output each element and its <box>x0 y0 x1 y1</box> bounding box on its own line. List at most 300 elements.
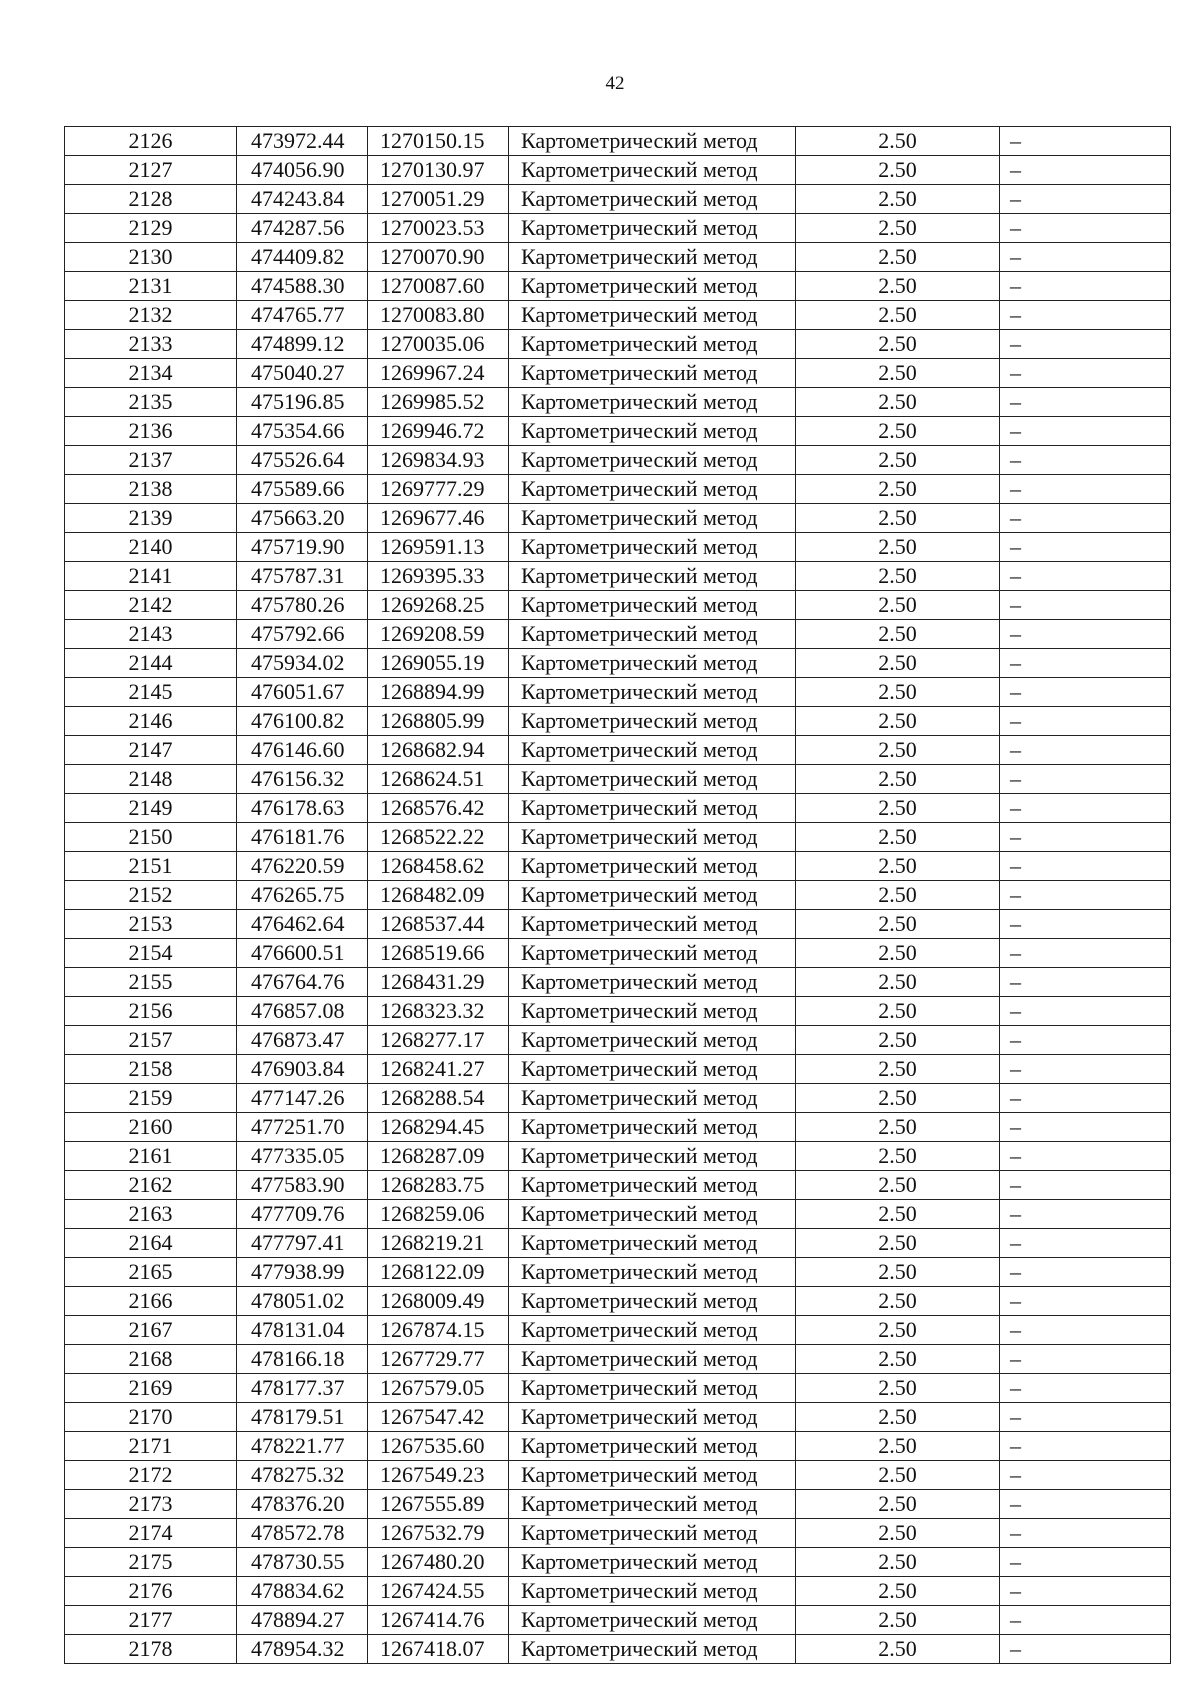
table-row <box>65 1403 1171 1432</box>
x-coordinate-cell: 475196.85 <box>237 388 368 417</box>
description-cell: – <box>1000 388 1171 417</box>
description-cell: – <box>1000 765 1171 794</box>
method-cell: Картометрический метод <box>509 243 796 272</box>
point-number-cell: 2126 <box>65 127 237 156</box>
accuracy-cell: 2.50 <box>796 1519 1000 1548</box>
description-cell: – <box>1000 475 1171 504</box>
coordinates-table <box>64 126 1171 1664</box>
description-cell: – <box>1000 910 1171 939</box>
method-cell: Картометрический метод <box>509 1229 796 1258</box>
x-coordinate-cell: 478051.02 <box>237 1287 368 1316</box>
method-cell: Картометрический метод <box>509 881 796 910</box>
description-cell: – <box>1000 736 1171 765</box>
x-coordinate-cell: 478730.55 <box>237 1548 368 1577</box>
x-coordinate-cell: 478166.18 <box>237 1345 368 1374</box>
accuracy-cell: 2.50 <box>796 359 1000 388</box>
x-coordinate-cell: 478275.32 <box>237 1461 368 1490</box>
point-number-cell: 2153 <box>65 910 237 939</box>
coordinates-table-body <box>65 127 1171 1664</box>
x-coordinate-cell: 477709.76 <box>237 1200 368 1229</box>
point-number-cell: 2149 <box>65 794 237 823</box>
y-coordinate-cell: 1269985.52 <box>368 388 509 417</box>
table-row <box>65 1200 1171 1229</box>
method-cell: Картометрический метод <box>509 1113 796 1142</box>
x-coordinate-cell: 475792.66 <box>237 620 368 649</box>
x-coordinate-cell: 475040.27 <box>237 359 368 388</box>
x-coordinate-cell: 474588.30 <box>237 272 368 301</box>
description-cell: – <box>1000 620 1171 649</box>
description-cell: – <box>1000 1635 1171 1664</box>
y-coordinate-cell: 1268519.66 <box>368 939 509 968</box>
table-row <box>65 1084 1171 1113</box>
point-number-cell: 2142 <box>65 591 237 620</box>
description-cell: – <box>1000 1432 1171 1461</box>
x-coordinate-cell: 478894.27 <box>237 1606 368 1635</box>
y-coordinate-cell: 1268277.17 <box>368 1026 509 1055</box>
point-number-cell: 2133 <box>65 330 237 359</box>
y-coordinate-cell: 1268219.21 <box>368 1229 509 1258</box>
method-cell: Картометрический метод <box>509 1316 796 1345</box>
method-cell: Картометрический метод <box>509 707 796 736</box>
y-coordinate-cell: 1268894.99 <box>368 678 509 707</box>
description-cell: – <box>1000 1490 1171 1519</box>
x-coordinate-cell: 476181.76 <box>237 823 368 852</box>
method-cell: Картометрический метод <box>509 765 796 794</box>
description-cell: – <box>1000 1403 1171 1432</box>
table-row <box>65 272 1171 301</box>
table-row <box>65 910 1171 939</box>
point-number-cell: 2167 <box>65 1316 237 1345</box>
method-cell: Картометрический метод <box>509 678 796 707</box>
point-number-cell: 2157 <box>65 1026 237 1055</box>
x-coordinate-cell: 478221.77 <box>237 1432 368 1461</box>
description-cell: – <box>1000 1577 1171 1606</box>
x-coordinate-cell: 475787.31 <box>237 562 368 591</box>
accuracy-cell: 2.50 <box>796 1287 1000 1316</box>
x-coordinate-cell: 476873.47 <box>237 1026 368 1055</box>
accuracy-cell: 2.50 <box>796 475 1000 504</box>
accuracy-cell: 2.50 <box>796 388 1000 417</box>
method-cell: Картометрический метод <box>509 591 796 620</box>
accuracy-cell: 2.50 <box>796 881 1000 910</box>
x-coordinate-cell: 477797.41 <box>237 1229 368 1258</box>
accuracy-cell: 2.50 <box>796 272 1000 301</box>
description-cell: – <box>1000 504 1171 533</box>
y-coordinate-cell: 1269677.46 <box>368 504 509 533</box>
accuracy-cell: 2.50 <box>796 736 1000 765</box>
accuracy-cell: 2.50 <box>796 707 1000 736</box>
method-cell: Картометрический метод <box>509 127 796 156</box>
x-coordinate-cell: 476220.59 <box>237 852 368 881</box>
y-coordinate-cell: 1267424.55 <box>368 1577 509 1606</box>
method-cell: Картометрический метод <box>509 1084 796 1113</box>
table-row <box>65 707 1171 736</box>
x-coordinate-cell: 478177.37 <box>237 1374 368 1403</box>
y-coordinate-cell: 1267547.42 <box>368 1403 509 1432</box>
accuracy-cell: 2.50 <box>796 243 1000 272</box>
point-number-cell: 2171 <box>65 1432 237 1461</box>
description-cell: – <box>1000 127 1171 156</box>
table-row <box>65 1374 1171 1403</box>
point-number-cell: 2146 <box>65 707 237 736</box>
point-number-cell: 2151 <box>65 852 237 881</box>
y-coordinate-cell: 1268537.44 <box>368 910 509 939</box>
method-cell: Картометрический метод <box>509 1287 796 1316</box>
x-coordinate-cell: 475780.26 <box>237 591 368 620</box>
accuracy-cell: 2.50 <box>796 1432 1000 1461</box>
table-row <box>65 127 1171 156</box>
description-cell: – <box>1000 330 1171 359</box>
table-row <box>65 1171 1171 1200</box>
method-cell: Картометрический метод <box>509 1461 796 1490</box>
accuracy-cell: 2.50 <box>796 1635 1000 1664</box>
y-coordinate-cell: 1268294.45 <box>368 1113 509 1142</box>
point-number-cell: 2150 <box>65 823 237 852</box>
method-cell: Картометрический метод <box>509 1519 796 1548</box>
y-coordinate-cell: 1267532.79 <box>368 1519 509 1548</box>
x-coordinate-cell: 477147.26 <box>237 1084 368 1113</box>
table-row <box>65 823 1171 852</box>
accuracy-cell: 2.50 <box>796 591 1000 620</box>
table-row <box>65 794 1171 823</box>
table-row <box>65 214 1171 243</box>
method-cell: Картометрический метод <box>509 736 796 765</box>
description-cell: – <box>1000 852 1171 881</box>
method-cell: Картометрический метод <box>509 1606 796 1635</box>
y-coordinate-cell: 1270035.06 <box>368 330 509 359</box>
y-coordinate-cell: 1270087.60 <box>368 272 509 301</box>
description-cell: – <box>1000 1548 1171 1577</box>
table-row <box>65 504 1171 533</box>
description-cell: – <box>1000 1461 1171 1490</box>
method-cell: Картометрический метод <box>509 301 796 330</box>
table-row <box>65 968 1171 997</box>
accuracy-cell: 2.50 <box>796 562 1000 591</box>
accuracy-cell: 2.50 <box>796 620 1000 649</box>
table-row <box>65 736 1171 765</box>
table-row <box>65 562 1171 591</box>
method-cell: Картометрический метод <box>509 562 796 591</box>
accuracy-cell: 2.50 <box>796 156 1000 185</box>
description-cell: – <box>1000 446 1171 475</box>
y-coordinate-cell: 1267549.23 <box>368 1461 509 1490</box>
table-row <box>65 417 1171 446</box>
accuracy-cell: 2.50 <box>796 1258 1000 1287</box>
description-cell: – <box>1000 591 1171 620</box>
description-cell: – <box>1000 243 1171 272</box>
x-coordinate-cell: 476051.67 <box>237 678 368 707</box>
x-coordinate-cell: 475526.64 <box>237 446 368 475</box>
table-row <box>65 1229 1171 1258</box>
point-number-cell: 2163 <box>65 1200 237 1229</box>
accuracy-cell: 2.50 <box>796 910 1000 939</box>
table-row <box>65 1055 1171 1084</box>
x-coordinate-cell: 476857.08 <box>237 997 368 1026</box>
description-cell: – <box>1000 649 1171 678</box>
description-cell: – <box>1000 1258 1171 1287</box>
table-row <box>65 1548 1171 1577</box>
description-cell: – <box>1000 881 1171 910</box>
y-coordinate-cell: 1267874.15 <box>368 1316 509 1345</box>
x-coordinate-cell: 478179.51 <box>237 1403 368 1432</box>
y-coordinate-cell: 1267414.76 <box>368 1606 509 1635</box>
y-coordinate-cell: 1267555.89 <box>368 1490 509 1519</box>
y-coordinate-cell: 1269967.24 <box>368 359 509 388</box>
table-row <box>65 475 1171 504</box>
table-row <box>65 1635 1171 1664</box>
y-coordinate-cell: 1269946.72 <box>368 417 509 446</box>
point-number-cell: 2176 <box>65 1577 237 1606</box>
method-cell: Картометрический метод <box>509 446 796 475</box>
method-cell: Картометрический метод <box>509 533 796 562</box>
x-coordinate-cell: 476764.76 <box>237 968 368 997</box>
table-row <box>65 765 1171 794</box>
point-number-cell: 2141 <box>65 562 237 591</box>
y-coordinate-cell: 1269395.33 <box>368 562 509 591</box>
y-coordinate-cell: 1268259.06 <box>368 1200 509 1229</box>
method-cell: Картометрический метод <box>509 388 796 417</box>
y-coordinate-cell: 1269591.13 <box>368 533 509 562</box>
method-cell: Картометрический метод <box>509 1577 796 1606</box>
point-number-cell: 2160 <box>65 1113 237 1142</box>
table-row <box>65 1026 1171 1055</box>
point-number-cell: 2136 <box>65 417 237 446</box>
description-cell: – <box>1000 1345 1171 1374</box>
description-cell: – <box>1000 301 1171 330</box>
method-cell: Картометрический метод <box>509 359 796 388</box>
table-row <box>65 330 1171 359</box>
description-cell: – <box>1000 1316 1171 1345</box>
point-number-cell: 2161 <box>65 1142 237 1171</box>
x-coordinate-cell: 474287.56 <box>237 214 368 243</box>
x-coordinate-cell: 474243.84 <box>237 185 368 214</box>
y-coordinate-cell: 1267418.07 <box>368 1635 509 1664</box>
y-coordinate-cell: 1270023.53 <box>368 214 509 243</box>
method-cell: Картометрический метод <box>509 330 796 359</box>
x-coordinate-cell: 473972.44 <box>237 127 368 156</box>
description-cell: – <box>1000 1026 1171 1055</box>
point-number-cell: 2147 <box>65 736 237 765</box>
description-cell: – <box>1000 1229 1171 1258</box>
accuracy-cell: 2.50 <box>796 1345 1000 1374</box>
x-coordinate-cell: 478954.32 <box>237 1635 368 1664</box>
x-coordinate-cell: 476265.75 <box>237 881 368 910</box>
description-cell: – <box>1000 823 1171 852</box>
table-row <box>65 997 1171 1026</box>
method-cell: Картометрический метод <box>509 1345 796 1374</box>
description-cell: – <box>1000 1055 1171 1084</box>
description-cell: – <box>1000 359 1171 388</box>
point-number-cell: 2169 <box>65 1374 237 1403</box>
description-cell: – <box>1000 1519 1171 1548</box>
table-row <box>65 301 1171 330</box>
accuracy-cell: 2.50 <box>796 678 1000 707</box>
x-coordinate-cell: 474765.77 <box>237 301 368 330</box>
description-cell: – <box>1000 533 1171 562</box>
y-coordinate-cell: 1268458.62 <box>368 852 509 881</box>
method-cell: Картометрический метод <box>509 1403 796 1432</box>
point-number-cell: 2135 <box>65 388 237 417</box>
y-coordinate-cell: 1268431.29 <box>368 968 509 997</box>
y-coordinate-cell: 1267480.20 <box>368 1548 509 1577</box>
method-cell: Картометрический метод <box>509 997 796 1026</box>
accuracy-cell: 2.50 <box>796 127 1000 156</box>
accuracy-cell: 2.50 <box>796 301 1000 330</box>
method-cell: Картометрический метод <box>509 475 796 504</box>
x-coordinate-cell: 478834.62 <box>237 1577 368 1606</box>
point-number-cell: 2143 <box>65 620 237 649</box>
method-cell: Картометрический метод <box>509 823 796 852</box>
accuracy-cell: 2.50 <box>796 214 1000 243</box>
x-coordinate-cell: 475934.02 <box>237 649 368 678</box>
method-cell: Картометрический метод <box>509 1374 796 1403</box>
point-number-cell: 2177 <box>65 1606 237 1635</box>
description-cell: – <box>1000 1084 1171 1113</box>
y-coordinate-cell: 1268624.51 <box>368 765 509 794</box>
y-coordinate-cell: 1270150.15 <box>368 127 509 156</box>
y-coordinate-cell: 1268287.09 <box>368 1142 509 1171</box>
table-row <box>65 359 1171 388</box>
point-number-cell: 2130 <box>65 243 237 272</box>
table-row <box>65 939 1171 968</box>
x-coordinate-cell: 476903.84 <box>237 1055 368 1084</box>
point-number-cell: 2148 <box>65 765 237 794</box>
accuracy-cell: 2.50 <box>796 185 1000 214</box>
table-row <box>65 591 1171 620</box>
x-coordinate-cell: 478376.20 <box>237 1490 368 1519</box>
point-number-cell: 2152 <box>65 881 237 910</box>
accuracy-cell: 2.50 <box>796 1316 1000 1345</box>
accuracy-cell: 2.50 <box>796 852 1000 881</box>
table-row <box>65 620 1171 649</box>
description-cell: – <box>1000 707 1171 736</box>
y-coordinate-cell: 1269055.19 <box>368 649 509 678</box>
y-coordinate-cell: 1267535.60 <box>368 1432 509 1461</box>
accuracy-cell: 2.50 <box>796 1229 1000 1258</box>
x-coordinate-cell: 476156.32 <box>237 765 368 794</box>
table-row <box>65 1287 1171 1316</box>
method-cell: Картометрический метод <box>509 1200 796 1229</box>
accuracy-cell: 2.50 <box>796 504 1000 533</box>
method-cell: Картометрический метод <box>509 1026 796 1055</box>
x-coordinate-cell: 477583.90 <box>237 1171 368 1200</box>
method-cell: Картометрический метод <box>509 620 796 649</box>
y-coordinate-cell: 1267579.05 <box>368 1374 509 1403</box>
y-coordinate-cell: 1268323.32 <box>368 997 509 1026</box>
accuracy-cell: 2.50 <box>796 1171 1000 1200</box>
point-number-cell: 2158 <box>65 1055 237 1084</box>
description-cell: – <box>1000 272 1171 301</box>
point-number-cell: 2162 <box>65 1171 237 1200</box>
accuracy-cell: 2.50 <box>796 1084 1000 1113</box>
point-number-cell: 2170 <box>65 1403 237 1432</box>
description-cell: – <box>1000 939 1171 968</box>
accuracy-cell: 2.50 <box>796 1374 1000 1403</box>
point-number-cell: 2144 <box>65 649 237 678</box>
x-coordinate-cell: 474409.82 <box>237 243 368 272</box>
description-cell: – <box>1000 678 1171 707</box>
y-coordinate-cell: 1269777.29 <box>368 475 509 504</box>
table-row <box>65 446 1171 475</box>
accuracy-cell: 2.50 <box>796 997 1000 1026</box>
accuracy-cell: 2.50 <box>796 765 1000 794</box>
point-number-cell: 2166 <box>65 1287 237 1316</box>
description-cell: – <box>1000 1287 1171 1316</box>
point-number-cell: 2154 <box>65 939 237 968</box>
description-cell: – <box>1000 1142 1171 1171</box>
y-coordinate-cell: 1268283.75 <box>368 1171 509 1200</box>
method-cell: Картометрический метод <box>509 1635 796 1664</box>
method-cell: Картометрический метод <box>509 1432 796 1461</box>
accuracy-cell: 2.50 <box>796 1548 1000 1577</box>
method-cell: Картометрический метод <box>509 910 796 939</box>
point-number-cell: 2138 <box>65 475 237 504</box>
method-cell: Картометрический метод <box>509 1548 796 1577</box>
description-cell: – <box>1000 214 1171 243</box>
point-number-cell: 2129 <box>65 214 237 243</box>
x-coordinate-cell: 477938.99 <box>237 1258 368 1287</box>
description-cell: – <box>1000 1171 1171 1200</box>
description-cell: – <box>1000 1606 1171 1635</box>
accuracy-cell: 2.50 <box>796 649 1000 678</box>
y-coordinate-cell: 1268122.09 <box>368 1258 509 1287</box>
point-number-cell: 2175 <box>65 1548 237 1577</box>
table-row <box>65 1490 1171 1519</box>
point-number-cell: 2168 <box>65 1345 237 1374</box>
description-cell: – <box>1000 1113 1171 1142</box>
point-number-cell: 2127 <box>65 156 237 185</box>
point-number-cell: 2145 <box>65 678 237 707</box>
description-cell: – <box>1000 185 1171 214</box>
y-coordinate-cell: 1268805.99 <box>368 707 509 736</box>
method-cell: Картометрический метод <box>509 649 796 678</box>
accuracy-cell: 2.50 <box>796 446 1000 475</box>
table-row <box>65 1258 1171 1287</box>
point-number-cell: 2174 <box>65 1519 237 1548</box>
description-cell: – <box>1000 417 1171 446</box>
accuracy-cell: 2.50 <box>796 1026 1000 1055</box>
description-cell: – <box>1000 1374 1171 1403</box>
table-row <box>65 1577 1171 1606</box>
method-cell: Картометрический метод <box>509 1171 796 1200</box>
table-row <box>65 1113 1171 1142</box>
y-coordinate-cell: 1270130.97 <box>368 156 509 185</box>
point-number-cell: 2139 <box>65 504 237 533</box>
accuracy-cell: 2.50 <box>796 939 1000 968</box>
y-coordinate-cell: 1268288.54 <box>368 1084 509 1113</box>
description-cell: – <box>1000 562 1171 591</box>
table-row <box>65 1606 1171 1635</box>
accuracy-cell: 2.50 <box>796 1461 1000 1490</box>
accuracy-cell: 2.50 <box>796 1490 1000 1519</box>
table-row <box>65 678 1171 707</box>
point-number-cell: 2128 <box>65 185 237 214</box>
accuracy-cell: 2.50 <box>796 1055 1000 1084</box>
description-cell: – <box>1000 997 1171 1026</box>
accuracy-cell: 2.50 <box>796 533 1000 562</box>
method-cell: Картометрический метод <box>509 1490 796 1519</box>
x-coordinate-cell: 476146.60 <box>237 736 368 765</box>
x-coordinate-cell: 477251.70 <box>237 1113 368 1142</box>
method-cell: Картометрический метод <box>509 156 796 185</box>
method-cell: Картометрический метод <box>509 272 796 301</box>
method-cell: Картометрический метод <box>509 1055 796 1084</box>
y-coordinate-cell: 1267729.77 <box>368 1345 509 1374</box>
method-cell: Картометрический метод <box>509 417 796 446</box>
accuracy-cell: 2.50 <box>796 1403 1000 1432</box>
point-number-cell: 2178 <box>65 1635 237 1664</box>
accuracy-cell: 2.50 <box>796 1142 1000 1171</box>
